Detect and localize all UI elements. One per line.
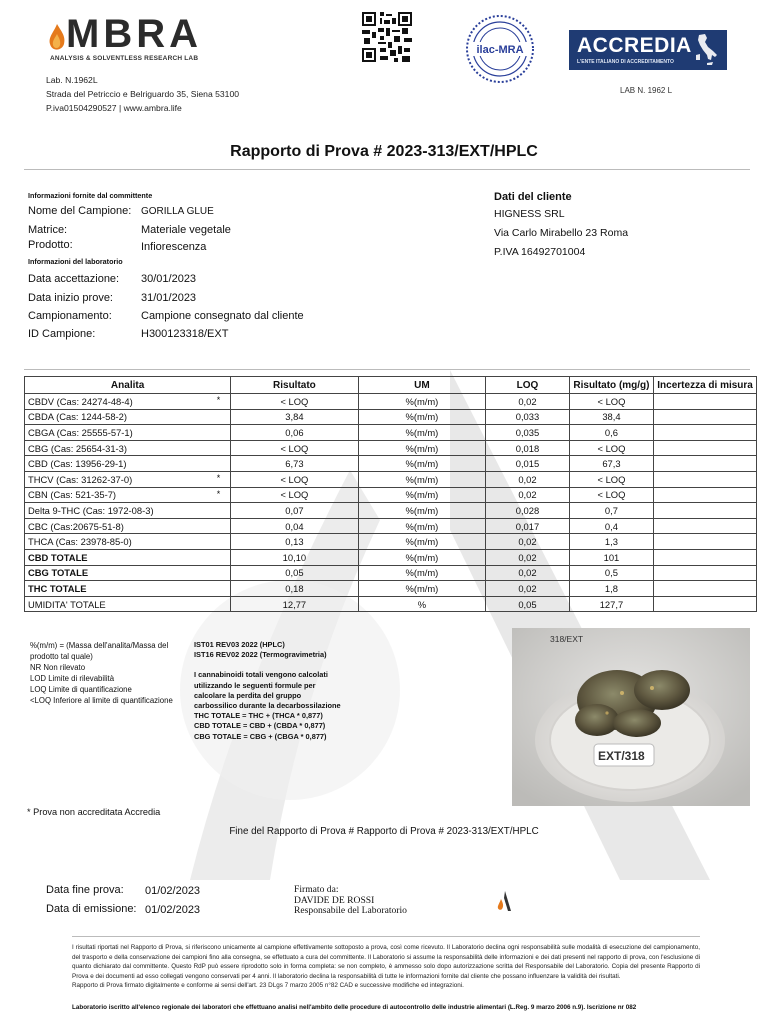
table-row [25,565,757,581]
result-cell: < LOQ [231,471,358,487]
analyte-cell [25,487,231,503]
result-cell: 0,05 [231,565,358,581]
mg-cell: 0,6 [569,425,653,441]
matrix-value: Materiale vegetale [141,224,231,236]
um-cell: %(m/m) [358,456,486,472]
col-header: Risultato [231,377,358,394]
result-cell: 0,18 [231,581,358,597]
table-row [25,456,757,472]
analyte-label: CBDV (Cas: 24274-48-4) [28,395,133,407]
um-cell: %(m/m) [358,425,486,441]
mg-cell: < LOQ [569,471,653,487]
ambra-flame-icon [46,22,68,54]
uncertainty-cell [654,549,757,565]
method-line: IST01 REV03 2022 (HPLC) [194,640,285,649]
um-cell: %(m/m) [358,565,486,581]
customer-info-title: Informazioni fornite dal committente [28,191,153,200]
col-header: UM [358,377,486,394]
um-cell: %(m/m) [358,487,486,503]
table-row [25,440,757,456]
col-header: Analita [25,377,231,394]
table-row [25,487,757,503]
uncertainty-cell [654,487,757,503]
uncertainty-cell [654,409,757,425]
table-row [25,503,757,519]
analyte-cell [25,394,231,410]
signed-by-label: Firmato da: [294,884,339,895]
uncertainty-cell [654,456,757,472]
analyte-cell [25,581,231,597]
sampling-value: Campione consegnato dal cliente [141,310,304,322]
col-header: LOQ [486,377,570,394]
info-label: ID Campione: [28,328,96,340]
lab-info-title: Informazioni del laboratorio [28,257,123,266]
client-vat: P.IVA 16492701004 [494,246,586,258]
uncertainty-cell [654,425,757,441]
loq-cell: 0,028 [486,503,570,519]
analyte-label: CBD TOTALE [28,551,88,563]
loq-cell: 0,02 [486,581,570,597]
client-name: HIGNESS SRL [494,208,565,220]
not-accredited-star: * [216,472,221,483]
results-table [24,376,757,612]
mg-cell: 67,3 [569,456,653,472]
signature-block [294,885,407,917]
result-cell: 0,04 [231,518,358,534]
footer-disclaimer [72,943,700,991]
analyte-cell [25,518,231,534]
loq-cell: 0,035 [486,425,570,441]
info-label: Matrice: [28,224,68,236]
uncertainty-cell [654,440,757,456]
analyte-cell [25,596,231,612]
legend-line: <LOQ Inferiore al limite di quantificazione [30,696,173,705]
signer-name: DAVIDE DE ROSSI [294,894,375,906]
loq-cell: 0,02 [486,487,570,503]
analyte-label: CBD (Cas: 13956-29-1) [28,458,127,470]
end-of-report: Fine del Rapporto di Prova # Rapporto di Prova # 2023-313/EXT/HPLC [229,826,539,837]
result-cell: 0,07 [231,503,358,519]
sample-name-value: GORILLA GLUE [141,206,214,217]
uncertainty-cell [654,596,757,612]
analyte-label: THCA (Cas: 23978-85-0) [28,536,132,548]
result-cell: 10,10 [231,549,358,565]
loq-cell: 0,02 [486,471,570,487]
sample-photo [512,628,750,806]
analyte-cell [25,471,231,487]
table-row [25,518,757,534]
uncertainty-cell [654,565,757,581]
analyte-label: CBG TOTALE [28,567,89,579]
end-date-value: 01/02/2023 [145,885,201,897]
analyte-cell [25,456,231,472]
result-cell: 6,73 [231,456,358,472]
uncertainty-cell [654,581,757,597]
legend-line: NR Non rilevato [30,663,86,672]
analyte-cell [25,534,231,550]
qr-code-icon [362,12,412,62]
uncertainty-cell [654,394,757,410]
mg-cell: 38,4 [569,409,653,425]
issue-date-value: 01/02/2023 [145,904,201,916]
table-row [25,425,757,441]
legend-line: %(m/m) = (Massa dell'analita/Massa del prodotto tal quale) [30,641,169,661]
analyte-label: Delta 9-THC (Cas: 1972-08-3) [28,504,154,516]
lab-number: Lab. N.1962L [46,75,98,85]
legend-line: LOQ Limite di quantificazione [30,685,132,694]
loq-cell: 0,018 [486,440,570,456]
table-row [25,394,757,410]
disclaimer-text: I risultati riportati nel Rapporto di Prova, si riferiscono unicamente al campione effettivamente sottoposto a prova, così come ricevuto. Il Laboratorio declina ogni responsabilità sulle modalità di esecuzione del campionamento, del trasporto e della conservazione dei campioni fino alla consegna, se effettuato a cura del committente. Il Laboratorio si assume la responsabilità delle informazioni e dei dati presenti nel rapporto di prova, con l'esclusione di quanto dichiarato dal committente. Questo RdP può essere riprodotto solo in forma completa: se non completo, è ammesso solo dopo autorizzazione scritta del Responsabile del Laboratorio. Copia del presente Rapporto di Prova e dei documenti ad esso collegati vengono conservati per 4 anni. Il laboratorio declina la responsabilità di tutte le informazioni fornite dal cliente che possano influenzare la validità dei risultati. [72,944,700,980]
analyte-cell [25,409,231,425]
mg-cell: 127,7 [569,596,653,612]
table-row [25,471,757,487]
col-header: Risultato (mg/g) [569,377,653,394]
photo-sticker-label: EXT/318 [598,749,645,763]
registry-note: Laboratorio iscritto all'elenco regionale dei laboratori che effettuano analisi nell'ambito delle procedure di autocontrollo delle industrie alimentari (L.Reg. 9 marzo 2006 n.9). Iscrizione nr 082 [72,1004,637,1011]
result-cell: < LOQ [231,394,358,410]
analyte-label: THCV (Cas: 31262-37-0) [28,473,133,485]
ambra-logo-subtitle: ANALYSIS & SOLVENTLESS RESEARCH LAB [50,55,199,62]
um-cell: %(m/m) [358,534,486,550]
um-cell: %(m/m) [358,549,486,565]
info-label: Nome del Campione: [28,205,132,217]
italy-map-icon [693,33,719,67]
client-address: Via Carlo Mirabello 23 Roma [494,227,629,239]
um-cell: %(m/m) [358,518,486,534]
ilac-text: ilac-MRA [476,44,524,56]
sample-id-value: H300123318/EXT [141,328,229,340]
lab-info [46,73,239,115]
legend [30,640,190,706]
not-accredited-star: * [216,488,221,499]
photo-top-label: 318/EXT [550,634,584,644]
formula-cbd: CBD TOTALE = CBD + (CBDA * 0,877) [194,721,326,731]
mg-cell: 1,8 [569,581,653,597]
uncertainty-cell [654,534,757,550]
issue-date-label: Data di emissione: [46,903,137,915]
mg-cell: 0,4 [569,518,653,534]
mg-cell: 0,5 [569,565,653,581]
report-title: Rapporto di Prova # 2023-313/EXT/HPLC [230,143,538,160]
method-note: I cannabinoidi totali vengono calcolati utilizzando le seguenti formule per calcolare la perdita del gruppo carbossilico durante la decarbossilazione [194,670,341,711]
table-row [25,596,757,612]
signer-role: Responsabile del Laboratorio [294,905,407,917]
analyte-cell [25,503,231,519]
analyte-cell [25,549,231,565]
um-cell: %(m/m) [358,440,486,456]
loq-cell: 0,033 [486,409,570,425]
product-value: Infiorescenza [141,241,207,253]
um-cell: %(m/m) [358,394,486,410]
analyte-label: UMIDITA' TOTALE [28,598,106,610]
methods-notes [194,640,344,742]
uncertainty-cell [654,503,757,519]
mg-cell: < LOQ [569,487,653,503]
um-cell: %(m/m) [358,409,486,425]
not-accredited-note: * Prova non accreditata Accredia [27,807,161,817]
analyte-label: THC TOTALE [28,582,87,594]
analyte-cell [25,440,231,456]
result-cell: 12,77 [231,596,358,612]
info-label: Data accettazione: [28,273,120,285]
analyte-label: CBN (Cas: 521-35-7) [28,489,117,501]
legend-line: LOD Limite di rilevabilità [30,674,115,683]
accredia-logo [569,30,727,70]
mg-cell: < LOQ [569,440,653,456]
title-divider [24,169,750,170]
mg-cell: 101 [569,549,653,565]
info-label: Prodotto: [28,239,73,251]
table-row [25,409,757,425]
method-line: IST16 REV02 2022 (Termogravimetria) [194,650,327,660]
result-cell: 0,13 [231,534,358,550]
loq-cell: 0,02 [486,394,570,410]
info-label: Campionamento: [28,310,112,322]
col-header: Incertezza di misura [654,377,757,394]
ilac-mra-logo [465,14,535,84]
table-row [25,534,757,550]
lab-vat-web: P.iva01504290527 | www.ambra.life [46,103,182,113]
um-cell: %(m/m) [358,581,486,597]
info-label: Data inizio prove: [28,292,113,304]
loq-cell: 0,017 [486,518,570,534]
um-cell: %(m/m) [358,471,486,487]
uncertainty-cell [654,518,757,534]
result-cell: 0,06 [231,425,358,441]
not-accredited-star: * [216,395,221,405]
analyte-cell [25,565,231,581]
mg-cell: 1,3 [569,534,653,550]
table-header-row [25,377,757,394]
loq-cell: 0,02 [486,565,570,581]
mg-cell: < LOQ [569,394,653,410]
result-cell: < LOQ [231,487,358,503]
table-row [25,581,757,597]
accredia-tagline: L'ENTE ITALIANO DI ACCREDITAMENTO [577,59,674,65]
lab-address: Strada del Petriccio e Belriguardo 35, Siena 53100 [46,89,240,99]
lab-number-right: LAB N. 1962 L [620,86,673,95]
result-cell: 3,84 [231,409,358,425]
uncertainty-cell [654,471,757,487]
loq-cell: 0,015 [486,456,570,472]
mg-cell: 0,7 [569,503,653,519]
table-row [25,549,757,565]
ambra-mini-logo-icon [496,890,512,912]
analyte-cell [25,425,231,441]
end-date-label: Data fine prova: [46,884,124,896]
loq-cell: 0,02 [486,549,570,565]
client-title: Dati del cliente [494,191,572,203]
analyte-label: CBC (Cas:20675-51-8) [28,520,124,532]
sample-jar-image [512,628,750,806]
formula-cbg: CBG TOTALE = CBG + (CBGA * 0,877) [194,731,327,741]
signature-note: Rapporto di Prova firmato digitalmente e conforme ai sensi dell'art. 23 DLgs 7 marzo 2005 n°82 CAD e successive modifiche ed integrazioni. [72,982,464,990]
ambra-logo-text: MBRA [66,12,202,56]
loq-cell: 0,05 [486,596,570,612]
accredia-word: ACCREDIA [577,34,692,57]
um-cell: % [358,596,486,612]
table-divider [24,369,750,370]
analyte-label: CBG (Cas: 25654-31-3) [28,442,128,454]
loq-cell: 0,02 [486,534,570,550]
footer-divider [72,936,700,937]
analyte-label: CBGA (Cas: 25555-57-1) [28,426,133,438]
test-start-date-value: 31/01/2023 [141,292,197,304]
formula-thc: THC TOTALE = THC + (THCA * 0,877) [194,711,323,721]
um-cell: %(m/m) [358,503,486,519]
acceptance-date-value: 30/01/2023 [141,273,197,285]
result-cell: < LOQ [231,440,358,456]
analyte-label: CBDA (Cas: 1244-58-2) [28,411,127,423]
